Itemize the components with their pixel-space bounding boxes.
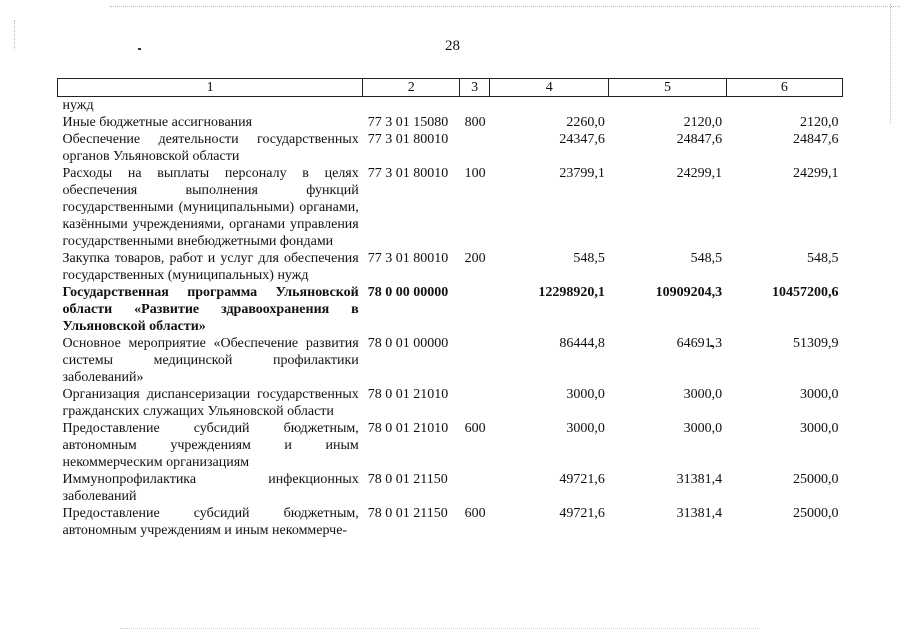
header-col-code: 2 <box>363 79 460 97</box>
cell-name: Иммунопрофилактика инфекционных заболеваний <box>62 472 359 504</box>
cell-vr: 600 <box>464 506 486 521</box>
cell-vr: 600 <box>464 421 486 436</box>
table-row <box>58 250 843 284</box>
cell-vr <box>460 386 490 420</box>
cell-value-year1: 548,5 <box>573 251 605 266</box>
cell-value-year1: 23799,1 <box>559 166 605 181</box>
cell-vr: 200 <box>464 251 486 266</box>
cell-value-year3: 548,5 <box>807 251 839 266</box>
cell-vr <box>460 471 490 505</box>
cell-vr <box>460 97 490 115</box>
cell-value-year1: 49721,6 <box>559 506 605 521</box>
cell-code: 77 3 01 80010 <box>367 251 449 266</box>
cell-code: 78 0 01 21150 <box>367 506 448 521</box>
cell-value-year3: 10457200,6 <box>772 285 839 300</box>
cell-value-year2: 24299,1 <box>676 166 723 181</box>
cell-value-year1: 12298920,1 <box>538 285 605 300</box>
header-col-name: 1 <box>58 79 363 97</box>
cell-vr: 800 <box>464 115 486 130</box>
cell-value-year2: 10909204,3 <box>655 285 723 300</box>
cell-vr <box>460 335 490 386</box>
cell-value-year3: 51309,9 <box>793 336 839 351</box>
cell-value-year2: 64691,3 <box>676 336 723 351</box>
cell-value-year1: 86444,8 <box>559 336 605 351</box>
cell-value-year3: 25000,0 <box>793 472 839 487</box>
cell-value-year2: 31381,4 <box>676 506 723 521</box>
cell-name: Закупка товаров, работ и услуг для обеспечения государственных (муниципальных) нужд <box>62 251 359 283</box>
cell-name: Предоставление субсидий бюджетным, автономным учреждениям и иным некоммерческим организациям <box>62 421 359 470</box>
budget-table <box>57 78 843 539</box>
header-col-year2: 5 <box>609 79 726 97</box>
cell-code: 77 3 01 80010 <box>367 166 449 181</box>
cell-value-year1: 49721,6 <box>559 472 605 487</box>
cell-value-year3: 3000,0 <box>800 387 839 402</box>
scan-artifact-right <box>890 4 892 124</box>
cell-name: Основное мероприятие «Обеспечение развития системы медицинской профилактики заболеваний» <box>62 336 359 385</box>
cell-name: Организация диспансеризации государственных гражданских служащих Ульяновской области <box>62 387 359 419</box>
cell-name: Государственная программа Ульяновской области «Развитие здравоохранения в Ульяновской области» <box>62 285 359 334</box>
table-row <box>58 420 843 471</box>
table-row <box>58 505 843 539</box>
cell-value-year1: 3000,0 <box>566 421 605 436</box>
cell-value-year2: 548,5 <box>690 251 723 266</box>
cell-value-year2 <box>609 97 726 115</box>
cell-code: 77 3 01 80010 <box>367 132 449 147</box>
cell-value-year2: 24847,6 <box>676 132 723 147</box>
table-row <box>58 114 843 131</box>
cell-value-year2: 3000,0 <box>683 421 723 436</box>
cell-value-year2: 2120,0 <box>683 115 723 130</box>
table-row <box>58 131 843 165</box>
cell-code: 78 0 01 21150 <box>367 472 448 487</box>
cell-value-year1: 2260,0 <box>566 115 605 130</box>
cell-value-year3 <box>726 97 842 115</box>
cell-value-year2: 31381,4 <box>676 472 723 487</box>
cell-name: Расходы на выплаты персоналу в целях обеспечения выполнения функций государственными (муниципальными) органами, казёнными учреждениями, органами управления государственными внебюджетными фондами <box>62 166 359 249</box>
cell-value-year3: 2120,0 <box>800 115 839 130</box>
table-body <box>58 97 843 540</box>
cell-code: 78 0 00 00000 <box>367 285 449 300</box>
cell-name: нужд <box>62 98 94 113</box>
cell-code <box>363 97 460 115</box>
table-row <box>58 386 843 420</box>
table-row <box>58 335 843 386</box>
header-col-year1: 4 <box>490 79 609 97</box>
cell-value-year1: 3000,0 <box>566 387 605 402</box>
table-row <box>58 165 843 250</box>
scan-artifact-top <box>110 6 900 9</box>
cell-value-year3: 24847,6 <box>793 132 839 147</box>
page-number: 28 <box>445 38 460 54</box>
table-row <box>58 284 843 335</box>
cell-code: 78 0 01 21010 <box>367 421 449 436</box>
cell-name: Иные бюджетные ассигнования <box>62 115 253 130</box>
table-header-row <box>58 79 843 97</box>
cell-value-year2: 3000,0 <box>683 387 723 402</box>
cell-value-year1 <box>490 97 609 115</box>
scan-artifact-bottom <box>120 628 760 631</box>
cell-value-year1: 24347,6 <box>559 132 605 147</box>
cell-vr <box>460 284 490 335</box>
table-row <box>58 471 843 505</box>
header-col-year3: 6 <box>726 79 842 97</box>
cell-name: Обеспечение деятельности государственных органов Ульяновской области <box>62 132 359 164</box>
cell-name: Предоставление субсидий бюджетным, автономным учреждениям и иным некоммерче- <box>62 506 359 538</box>
cell-value-year3: 24299,1 <box>793 166 839 181</box>
cell-code: 78 0 01 21010 <box>367 387 449 402</box>
cell-vr <box>460 131 490 165</box>
cell-value-year3: 3000,0 <box>800 421 839 436</box>
header-col-vr: 3 <box>460 79 490 97</box>
cell-value-year3: 25000,0 <box>793 506 839 521</box>
cell-vr: 100 <box>464 166 486 181</box>
table-row <box>58 97 843 115</box>
cell-code: 78 0 01 00000 <box>367 336 449 351</box>
cell-code: 77 3 01 15080 <box>367 115 449 130</box>
